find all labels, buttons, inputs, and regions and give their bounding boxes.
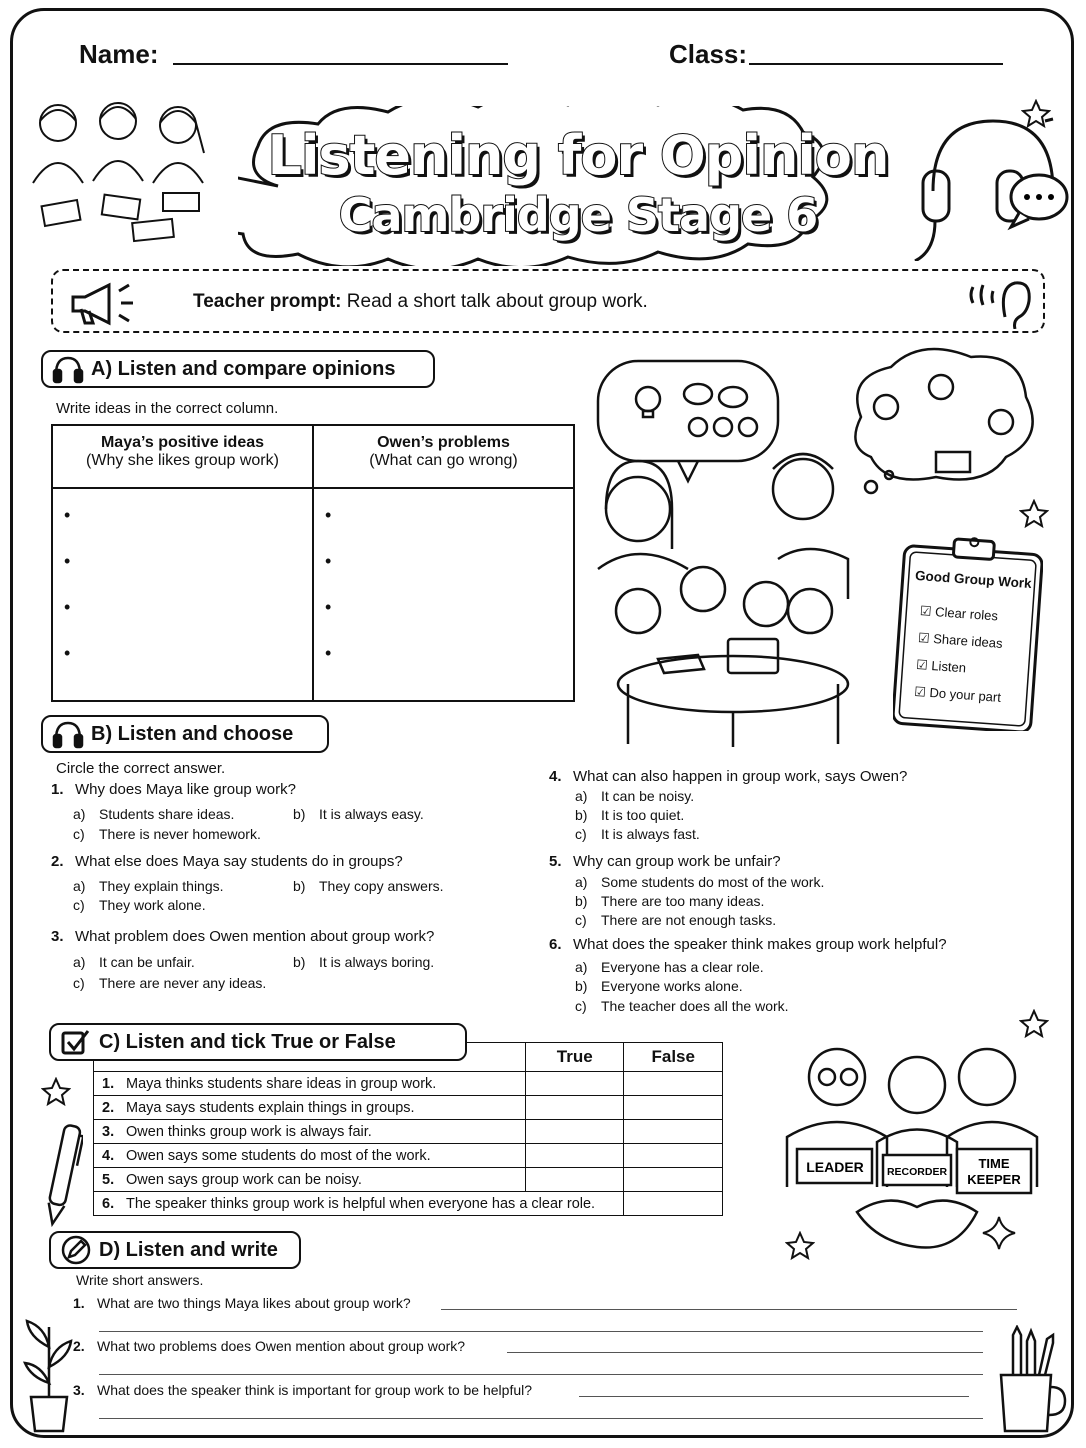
true-cell[interactable] xyxy=(525,1120,624,1144)
prompt-label: Teacher prompt: xyxy=(193,291,342,312)
answer-option[interactable]: a) Students share ideas. xyxy=(73,806,235,822)
plant-icon xyxy=(19,1317,79,1433)
answer-option[interactable]: b) Everyone works alone. xyxy=(575,978,743,994)
answer-option[interactable]: b) They copy answers. xyxy=(293,878,444,894)
good-group-work-clipboard xyxy=(893,536,1043,731)
answer-option[interactable]: a) Everyone has a clear role. xyxy=(575,959,764,975)
role-label-leader: LEADER xyxy=(806,1159,864,1175)
column-header-false: False xyxy=(624,1043,723,1072)
table-row: 4. Owen says some students do most of the work. xyxy=(94,1144,723,1168)
section-b-instruction: Circle the correct answer. xyxy=(56,760,226,777)
ear-icon xyxy=(965,277,1035,329)
section-d-title: D) Listen and write xyxy=(99,1238,278,1261)
true-cell[interactable] xyxy=(525,1072,624,1096)
students-writing-illustration xyxy=(23,93,223,243)
write-question-2: 2. What two problems does Owen mention about group work? xyxy=(73,1338,466,1354)
worksheet-page xyxy=(10,8,1074,1438)
answer-option[interactable]: c) There are never any ideas. xyxy=(73,975,267,991)
answer-line[interactable] xyxy=(99,1374,983,1375)
checkbox-checked-icon: ☑ xyxy=(917,630,931,646)
answer-line[interactable] xyxy=(441,1309,1017,1310)
worksheet-title xyxy=(238,106,918,266)
title-line-2: Cambridge Stage 6 xyxy=(338,188,818,242)
answer-line[interactable] xyxy=(507,1352,983,1353)
opinions-table xyxy=(51,424,575,702)
answer-option[interactable]: c) The teacher does all the work. xyxy=(575,998,789,1014)
answer-option[interactable]: a) Some students do most of the work. xyxy=(575,874,825,890)
column-header-owen: Owen’s problems (What can go wrong) xyxy=(313,425,574,488)
answer-option[interactable]: c) There are not enough tasks. xyxy=(575,912,777,928)
answer-line[interactable] xyxy=(99,1418,983,1419)
question-3: 3. What problem does Owen mention about group work? xyxy=(51,928,435,945)
false-cell[interactable] xyxy=(624,1096,723,1120)
headphones-icon xyxy=(51,719,85,749)
owen-answer-cell[interactable]: • • • • xyxy=(313,488,574,701)
write-question-3: 3. What does the speaker think is important for group work to be helpful? xyxy=(73,1382,533,1398)
star-icon xyxy=(785,1231,815,1261)
answer-option[interactable]: a) They explain things. xyxy=(73,878,224,894)
section-a-instruction: Write ideas in the correct column. xyxy=(56,400,279,417)
section-d-heading xyxy=(49,1231,301,1269)
class-line xyxy=(749,63,1003,65)
column-header-true: True xyxy=(525,1043,624,1072)
megaphone-icon xyxy=(67,281,137,327)
section-b-title: B) Listen and choose xyxy=(91,722,294,745)
thought-bubble-illustration xyxy=(841,347,1041,497)
pencil-icon xyxy=(59,1235,93,1265)
speech-bubble-icon xyxy=(1005,171,1074,231)
table-row: 1. Maya thinks students share ideas in group work. xyxy=(94,1072,723,1096)
false-cell[interactable] xyxy=(624,1192,723,1216)
sparkle-icon xyxy=(981,1215,1017,1251)
name-line xyxy=(173,63,508,65)
section-a-heading xyxy=(41,350,435,388)
prompt-text: Read a short talk about group work. xyxy=(346,291,648,312)
star-icon xyxy=(1021,99,1051,129)
checkbox-checked-icon: ☑ xyxy=(915,656,929,673)
false-cell[interactable] xyxy=(624,1120,723,1144)
false-cell[interactable] xyxy=(624,1072,723,1096)
write-question-1: 1. What are two things Maya likes about group work? xyxy=(73,1295,411,1311)
answer-option[interactable]: a) It can be noisy. xyxy=(575,788,695,804)
table-row: 2. Maya says students explain things in groups. xyxy=(94,1096,723,1120)
checklist-item: ☑ Share ideas xyxy=(917,630,1004,651)
headphones-icon xyxy=(51,354,85,384)
false-cell[interactable] xyxy=(624,1144,723,1168)
section-b-heading xyxy=(41,715,329,753)
section-c-heading xyxy=(49,1023,467,1061)
class-label: Class: xyxy=(669,39,748,69)
teacher-prompt-box xyxy=(51,269,1045,333)
checkbox-checked-icon: ☑ xyxy=(919,603,933,619)
answer-option[interactable]: b) It is too quiet. xyxy=(575,807,685,823)
answer-option[interactable]: c) There is never homework. xyxy=(73,826,261,842)
answer-line[interactable] xyxy=(579,1396,969,1397)
section-d-instruction: Write short answers. xyxy=(76,1272,204,1288)
section-a-title: A) Listen and compare opinions xyxy=(91,357,396,380)
answer-line[interactable] xyxy=(99,1331,983,1332)
true-cell[interactable] xyxy=(525,1096,624,1120)
role-label-recorder: RECORDER xyxy=(886,1166,948,1178)
name-label: Name: xyxy=(79,39,159,69)
question-6: 6. What does the speaker think makes group work helpful? xyxy=(549,936,947,953)
checkbox-checked-icon: ☑ xyxy=(913,683,927,700)
checklist xyxy=(913,597,1007,711)
table-row: 5. Owen says group work can be noisy. xyxy=(94,1168,723,1192)
star-icon xyxy=(1019,499,1049,529)
question-2: 2. What else does Maya say students do in groups? xyxy=(51,853,403,870)
table-row: 6. The speaker thinks group work is helpful when everyone has a clear role. xyxy=(94,1192,723,1216)
table-row: 3. Owen thinks group work is always fair. xyxy=(94,1120,723,1144)
checkbox-checked-icon xyxy=(59,1027,93,1057)
answer-option[interactable]: c) They work alone. xyxy=(73,897,206,913)
answer-option[interactable]: a) It can be unfair. xyxy=(73,954,195,970)
checklist-item: ☑ Do your part xyxy=(913,683,1002,705)
maya-answer-cell[interactable]: • • • • xyxy=(52,488,313,701)
checklist-item: ☑ Listen xyxy=(915,656,967,676)
pencil-cup-icon xyxy=(991,1325,1071,1435)
section-c-title: C) Listen and tick True or False xyxy=(99,1030,396,1053)
true-cell[interactable] xyxy=(525,1168,624,1192)
true-false-table xyxy=(93,1042,723,1216)
answer-option[interactable]: c) It is always fast. xyxy=(575,826,700,842)
answer-option[interactable]: b) It is always boring. xyxy=(293,954,435,970)
role-label-time-keeper: TIME KEEPER xyxy=(967,1156,1021,1187)
answer-option[interactable]: b) It is always easy. xyxy=(293,806,424,822)
column-header-maya: Maya’s positive ideas (Why she likes group work) xyxy=(52,425,313,488)
question-4: 4. What can also happen in group work, says Owen? xyxy=(549,768,908,785)
question-1: 1. Why does Maya like group work? xyxy=(51,781,296,798)
clipboard-title: Good Group Work xyxy=(914,567,1033,592)
title-line-1: Listening for Opinion xyxy=(267,124,889,187)
star-icon xyxy=(41,1077,71,1107)
star-icon xyxy=(1019,1009,1049,1039)
true-cell[interactable] xyxy=(525,1144,624,1168)
checklist-item: ☑ Clear roles xyxy=(919,603,999,624)
pen-icon xyxy=(43,1119,83,1229)
question-5: 5. Why can group work be unfair? xyxy=(549,853,781,870)
false-cell[interactable] xyxy=(624,1168,723,1192)
answer-option[interactable]: b) There are too many ideas. xyxy=(575,893,765,909)
